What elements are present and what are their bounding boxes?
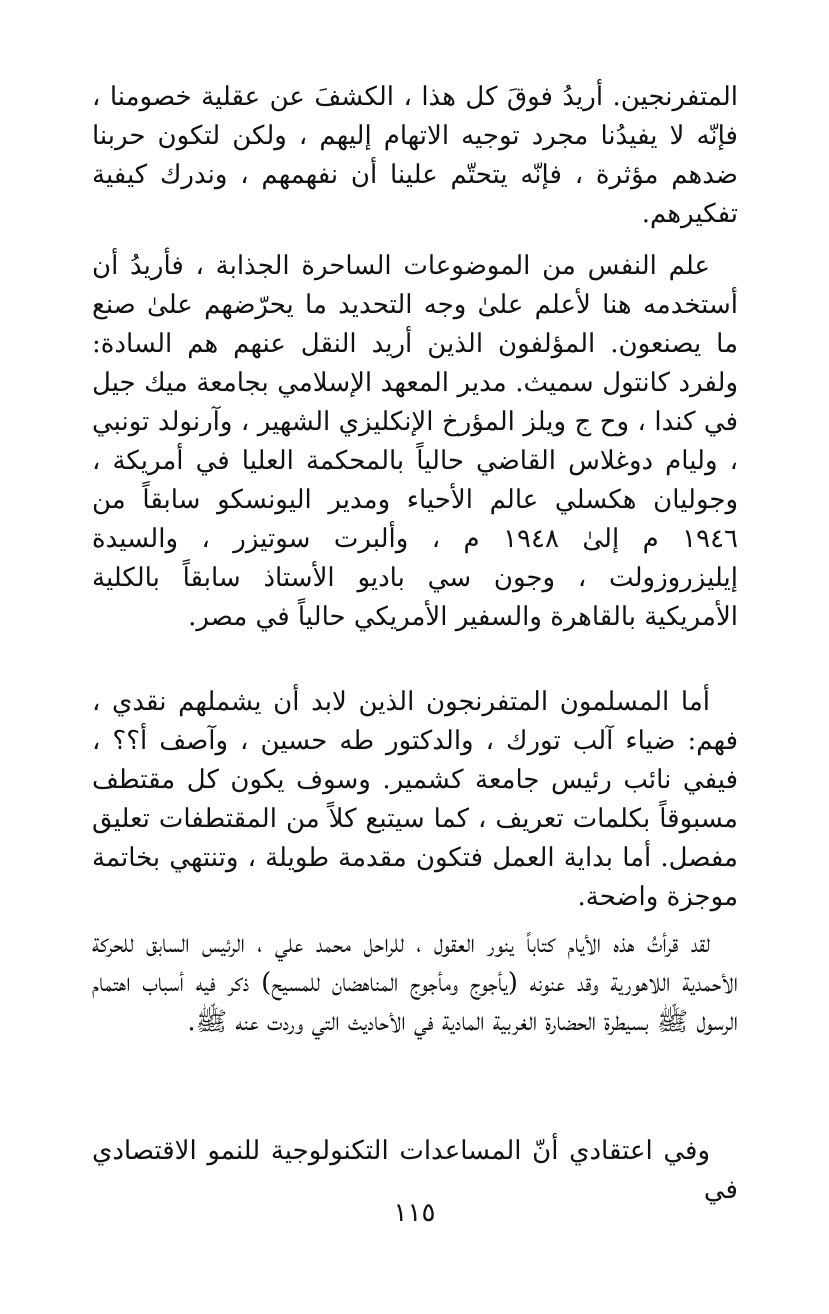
- paragraph-2: علم النفس من الموضوعات الساحرة الجذابة ، فأريدُ أن أستخدمه هنا لأعلم علىٰ وجه التحديد ما يحرّضهم علىٰ صنع ما يصنعون. المؤلفون الذين أريد النقل عنهم هم السادة: ولفرد كانتول سميث. مدير المعهد الإسلامي بجامعة ميك جيل في كندا ، وح ج ويلز المؤرخ الإنكليزي الشهير ، وآرنولد تونبي ، وليام دوغلاس القاضي حالياً بالمحكمة العليا في أمريكة ، وجوليان هكسلي عالم الأحياء ومدير اليونسكو سابقاً من ١٩٤٦ م إلىٰ ١٩٤٨ م ، وألبرت سوتيزر ، والسيدة إيليزروزولت ، وجون سي باديو الأستاذ سابقاً بالكلية الأمريكية بالقاهرة والسفير الأمريكي حالياً في مصر.: [92, 251, 738, 632]
- paragraph-5: وفي اعتقادي أنّ المساعدات التكنولوجية للنمو الاقتصادي في: [92, 1136, 738, 1205]
- paragraph-1: المتفرنجين. أريدُ فوقَ كل هذا ، الكشفَ عن عقلية خصومنا ، فإنّه لا يفيدُنا مجرد توجيه الاتهام إليهم ، ولكن لتكون حربنا ضدهم مؤثرة ، فإنّه يتحتّم علينا أن نفهمهم ، وندرك كيفية تفكيرهم.: [92, 82, 738, 229]
- paragraph-3: أما المسلمون المتفرنجون الذين لابد أن يشملهم نقدي ، فهم: ضياء آلب تورك ، والدكتور طه حسين ، وآصف أ؟؟ ، فيفي نائب رئيس جامعة كشمير. وسوف يكون كل مقتطف مسبوقاً بكلمات تعريف ، كما سيتبع كلاً من المقتطفات تعليق مفصل. أما بداية العمل فتكون مقدمة طويلة ، وتنتهي بخاتمة موجزة واضحة.: [92, 687, 738, 912]
- page-number: ١١٥: [393, 1198, 436, 1228]
- paragraph-4: لقد قرأتُ هذه الأيام كتاباً ينور العقول ، للراحل محمد علي ، الرئيس السابق للحركة الأحمدية اللاهورية وقد عنونه (يأجوج ومأجوج المناهضان للمسيح) ذكر فيه أسباب اهتمام الرسول ﷺ بسيطرة الحضارة الغربية المادية في الأحاديث التي وردت عنه ﷺ.: [92, 929, 738, 1037]
